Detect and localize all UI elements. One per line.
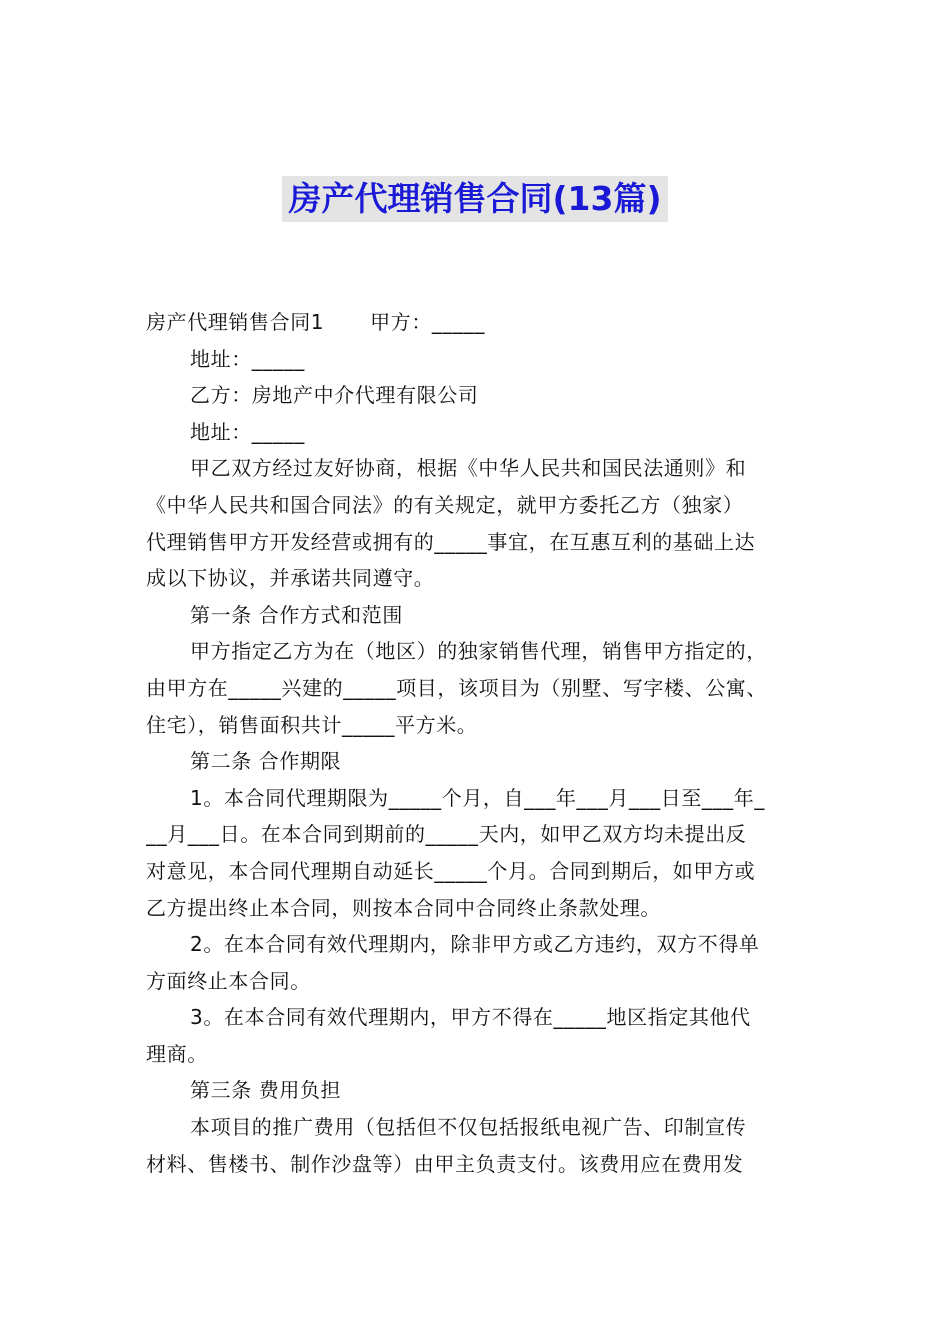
paragraph-line: 《中华人民共和国合同法》的有关规定，就甲方委托乙方（独家）: [146, 492, 744, 517]
paragraph-line: 本项目的推广费用（包括但不仅包括报纸电视广告、印制宣传: [190, 1115, 747, 1140]
title-container: [0, 176, 950, 222]
contract-heading: 房产代理销售合同1: [146, 310, 325, 334]
section-heading: 第三条 费用负担: [190, 1078, 342, 1103]
paragraph-line: 由甲方在_____兴建的_____项目，该项目为（别墅、写字楼、公寓、: [146, 675, 767, 700]
paragraph-line: 乙方：房地产中介代理有限公司: [190, 383, 479, 408]
section-heading: 第一条 合作方式和范围: [190, 602, 403, 627]
paragraph-line: 住宅），销售面积共计_____平方米。: [146, 712, 478, 737]
paragraph-line: 对意见，本合同代理期自动延长_____个月。合同到期后，如甲方或: [146, 858, 756, 883]
paragraph-line: 成以下协议，并承诺共同遵守。: [146, 566, 435, 591]
paragraph-line: 理商。: [146, 1041, 208, 1066]
paragraph-line: 甲方指定乙方为在（地区）的独家销售代理，销售甲方指定的，: [190, 639, 767, 664]
paragraph-line: 2。在本合同有效代理期内，除非甲方或乙方违约，双方不得单: [190, 932, 760, 957]
paragraph-line: 地址：_____: [190, 346, 305, 371]
document-title: 房产代理销售合同(13篇): [282, 176, 667, 222]
paragraph-line: 材料、售楼书、制作沙盘等）由甲主负责支付。该费用应在费用发: [146, 1151, 744, 1176]
section-heading: 第二条 合作期限: [190, 749, 342, 774]
paragraph-line: [146, 304, 822, 341]
party-a-label: 甲方：_____: [370, 310, 485, 334]
paragraph-line: __月___日。在本合同到期前的_____天内，如甲乙双方均未提出反: [146, 822, 747, 847]
paragraph-line: 甲乙双方经过友好协商，根据《中华人民共和国民法通则》和: [190, 456, 747, 481]
paragraph-line: 方面终止本合同。: [146, 968, 311, 993]
paragraph-line: 地址：_____: [190, 419, 305, 444]
document-body: [146, 304, 822, 1182]
paragraph-line: 3。在本合同有效代理期内，甲方不得在_____地区指定其他代: [190, 1005, 751, 1030]
paragraph-line: 乙方提出终止本合同，则按本合同中合同终止条款处理。: [146, 895, 661, 920]
paragraph-line: 代理销售甲方开发经营或拥有的_____事宜，在互惠互利的基础上达: [146, 529, 756, 554]
paragraph-line: 1。本合同代理期限为_____个月，自___年___月___日至___年_: [190, 785, 765, 810]
